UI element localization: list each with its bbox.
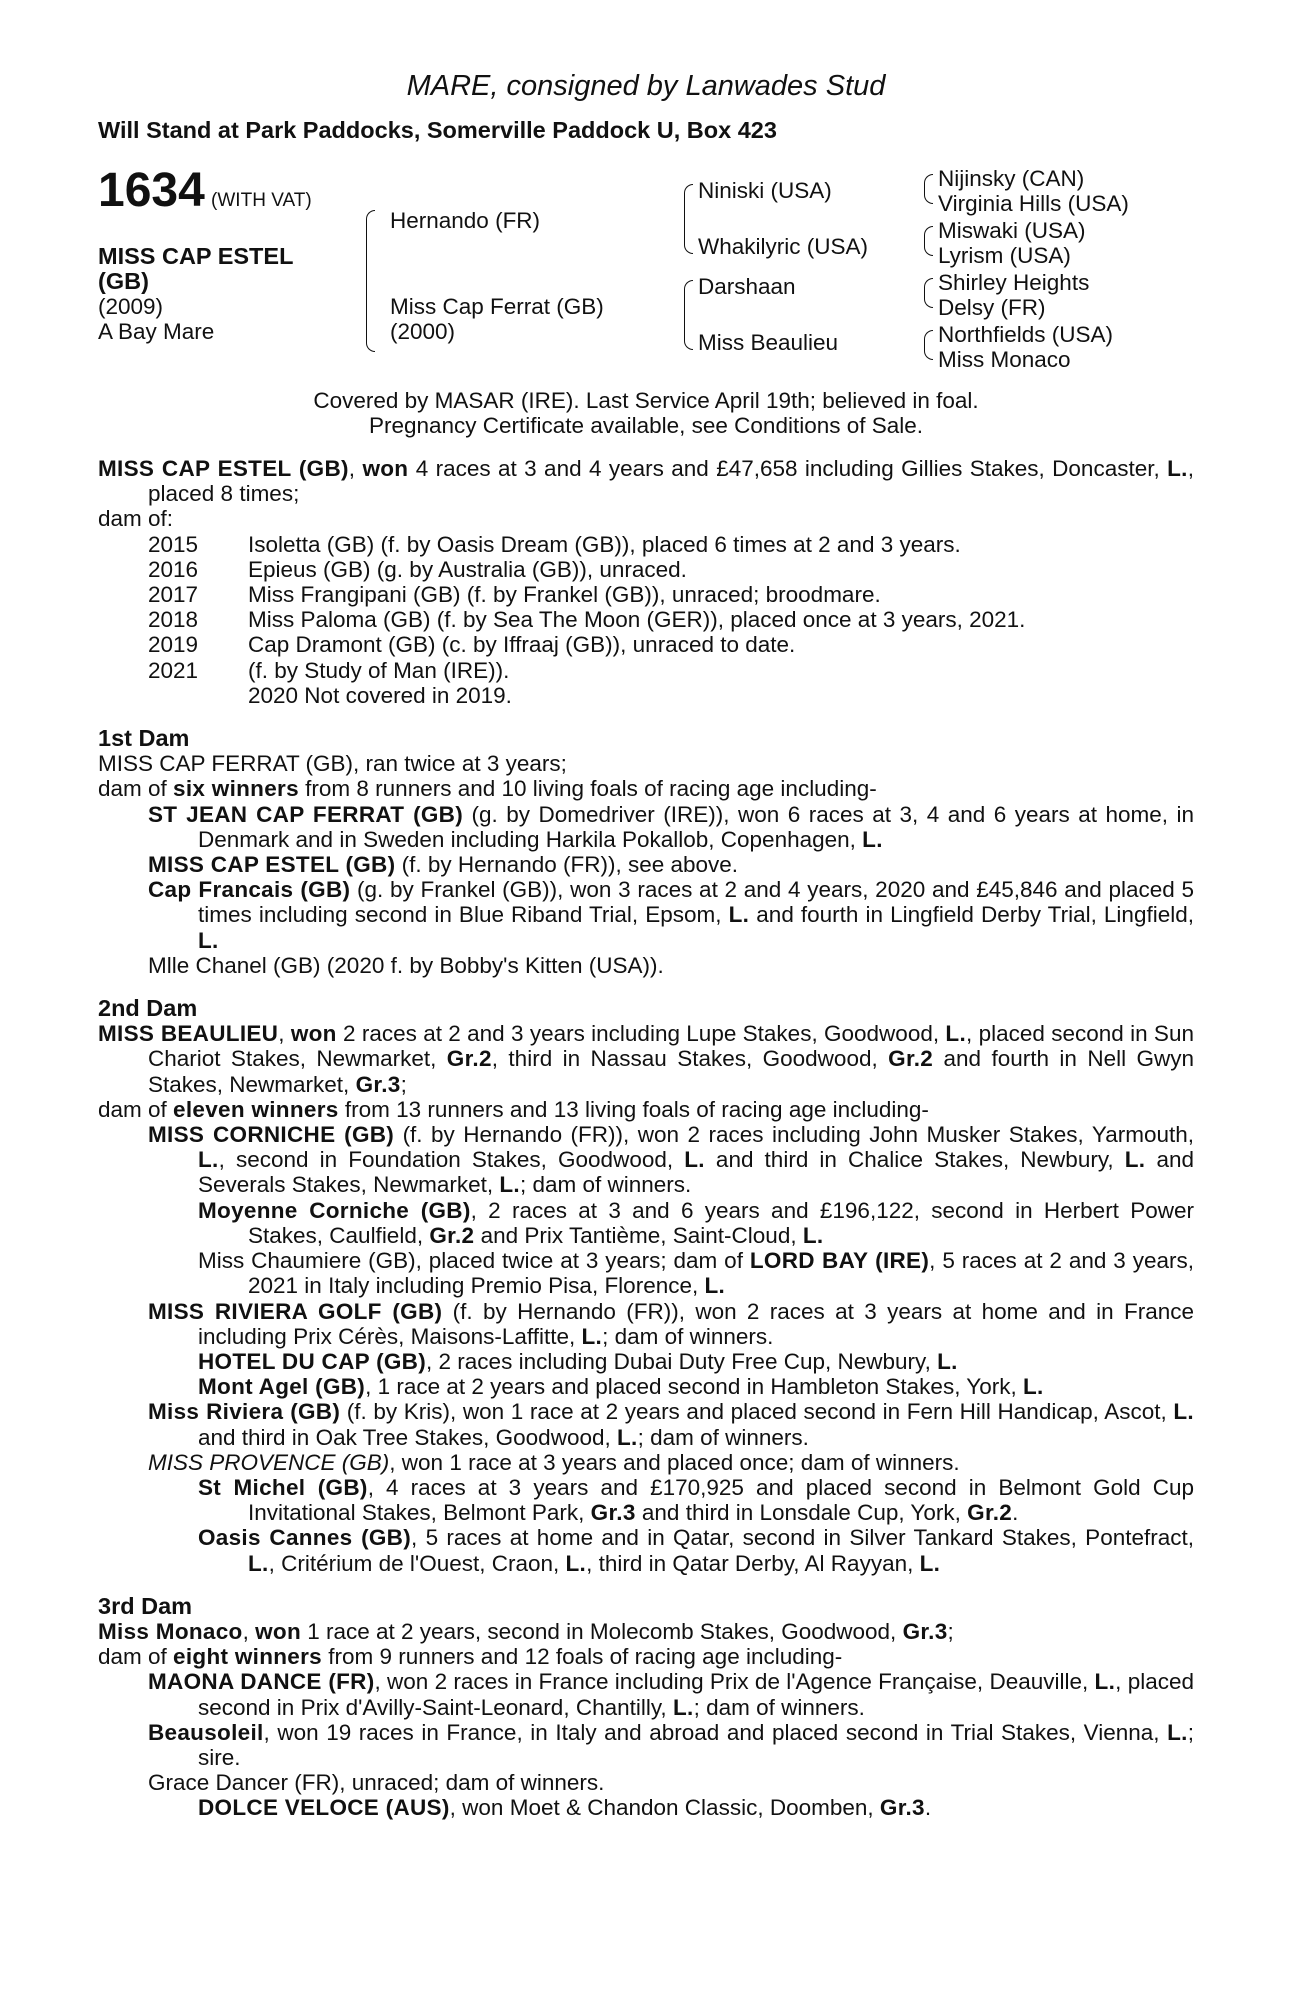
produce-text: Miss Frangipani (GB) (f. by Frankel (GB)), unraced; broodmare.: [248, 582, 881, 608]
third-dam-heading: 3rd Dam: [98, 1592, 193, 1619]
t: ; dam of winners.: [519, 1172, 692, 1198]
dds: Northfields (USA): [938, 322, 1114, 347]
listed-mark: L.: [1167, 1719, 1188, 1745]
t: (g. by Frankel (GB)), won 3 races at 2 and 4 years, 2020 and £45,846 and placed 5 times including second in Blue Riband Trial, Epsom,: [198, 877, 1194, 928]
horse-year: (2009): [98, 294, 164, 319]
t: 1 race at 2 years, second in Molecomb Stakes, Goodwood,: [300, 1618, 903, 1644]
t: (f. by Hernando (FR)), see above.: [395, 852, 739, 878]
third-dam-foal-b: [148, 1720, 1194, 1770]
second-dam-grandfoal-a1: [198, 1198, 1194, 1248]
t: 2 races at 2 and 3 years including Lupe Stakes, Goodwood,: [336, 1021, 946, 1047]
listed-mark: L.: [565, 1550, 587, 1576]
second-dam-grandfoal-a2: [198, 1248, 1194, 1298]
third-dam-foal-a: [148, 1669, 1194, 1719]
t: , 2 races at 3 and 6 years and £196,122, second in Herbert Power Stakes, Caulfield,: [248, 1197, 1194, 1248]
listed-mark: L.: [1023, 1374, 1044, 1400]
t: , placed second in Prix d'Avilly-Saint-Leonard, Chantilly,: [198, 1669, 1194, 1720]
t: (f. by Kris), won 1 race at 2 years and placed second in Fern Hill Handicap, Ascot,: [340, 1399, 1174, 1425]
won-label: won: [362, 456, 409, 481]
listed-mark: L.: [728, 902, 750, 928]
produce-year: 2015: [148, 531, 199, 557]
listed-mark: L.: [1094, 1669, 1116, 1695]
t: .: [1012, 1500, 1019, 1526]
ddd: Miss Monaco: [938, 347, 1071, 372]
t: ; sire.: [198, 1719, 1194, 1770]
t: , 1 race at 2 years and placed second in Hambleton Stakes, York,: [365, 1374, 1023, 1400]
t: (f. by Hernando (FR)), won 2 races including John Musker Stakes, Yarmouth,: [394, 1122, 1194, 1148]
group-mark: Gr.3: [355, 1071, 401, 1097]
t: , 4 races at 3 years and £170,925 and placed second in Belmont Gold Cup Invitational Stakes, Belmont Park,: [248, 1474, 1194, 1526]
produce-text: Isoletta (GB) (f. by Oasis Dream (GB)), placed 6 times at 2 and 3 years.: [248, 531, 961, 557]
winners-count: six winners: [173, 776, 299, 802]
covered-line-2: Pregnancy Certificate available, see Conditions of Sale.: [368, 413, 924, 438]
foal-name: Mont Agel (GB): [198, 1374, 366, 1400]
second-dam-produce-summary: [98, 1097, 1194, 1122]
third-dam-grandfoal-c1: [198, 1795, 1194, 1820]
listed-mark: L.: [198, 927, 219, 953]
second-dam-foal-c: [148, 1399, 1194, 1449]
t: , 5 races at 2 and 3 years, 2021 in Italy including Premio Pisa, Florence,: [248, 1248, 1194, 1299]
group-mark: Gr.3: [879, 1795, 925, 1821]
listed-mark: L.: [937, 1348, 958, 1374]
t: Miss Chaumiere (GB), placed twice at 3 years; dam of: [198, 1248, 750, 1274]
t: (f. by Hernando (FR)), won 2 races at 3 years at home and in France including Prix Cérès, Maisons-Laffitte,: [198, 1298, 1194, 1349]
dam: Miss Cap Ferrat (GB): [390, 294, 604, 319]
first-dam-foal-2: [148, 852, 1194, 877]
t: and Severals Stakes, Newmarket,: [198, 1147, 1195, 1198]
listed-mark: L.: [1167, 456, 1188, 481]
t: and third in Oak Tree Stakes, Goodwood,: [198, 1424, 617, 1450]
listed-mark: L.: [499, 1172, 520, 1198]
pedigree-brace: [366, 210, 375, 352]
winners-count: eight winners: [173, 1644, 322, 1670]
sire-dam: Whakilyric (USA): [698, 234, 869, 259]
lot-number: 1634: [98, 164, 205, 217]
brace-3d: [924, 330, 933, 360]
catalogue-page: [98, 70, 1194, 1821]
first-dam-line: MISS CAP FERRAT (GB), ran twice at 3 years;: [98, 751, 567, 777]
brace-3a: [924, 174, 933, 204]
produce-text: Epieus (GB) (g. by Australia (GB)), unraced.: [248, 556, 687, 582]
horse-name-suffix: (GB): [98, 268, 149, 294]
dsd: Delsy (FR): [938, 295, 1046, 320]
produce-row: [148, 607, 1194, 632]
group-mark: Gr.3: [590, 1500, 636, 1526]
second-dam-foal-d: [148, 1450, 1194, 1475]
listed-mark: L.: [704, 1273, 726, 1299]
mare-text-2: , placed 8 times;: [148, 456, 1194, 507]
second-dam-grandfoal-b1: [198, 1349, 1194, 1374]
t: ;: [400, 1071, 407, 1097]
group-mark: Gr.2: [446, 1046, 492, 1072]
listed-mark: L.: [802, 1222, 824, 1248]
listed-mark: L.: [672, 1694, 694, 1720]
produce-row: [148, 557, 1194, 582]
dam-name: MISS BEAULIEU: [98, 1021, 279, 1047]
foal-name: MISS RIVIERA GOLF (GB): [148, 1298, 443, 1324]
second-dam-heading: 2nd Dam: [98, 995, 198, 1022]
produce-year: 2018: [148, 607, 199, 633]
foal-name: Oasis Cannes (GB): [198, 1525, 412, 1551]
t: and Prix Tantième, Saint-Cloud,: [474, 1222, 803, 1248]
won-label: won: [290, 1021, 337, 1047]
t: ; dam of winners.: [602, 1323, 774, 1349]
t: ; dam of winners.: [637, 1424, 809, 1450]
produce-text: Cap Dramont (GB) (c. by Iffraaj (GB)), unraced to date.: [248, 632, 796, 658]
listed-mark: L.: [617, 1424, 638, 1450]
t: , placed second in Sun Chariot Stakes, Newmarket,: [148, 1021, 1194, 1072]
dam-brace: [684, 280, 693, 350]
listed-mark: L.: [581, 1323, 603, 1349]
sire-brace: [684, 184, 693, 254]
produce-year: 2017: [148, 582, 199, 608]
t: , second in Foundation Stakes, Goodwood,: [218, 1147, 685, 1173]
t: dam of: [98, 776, 174, 802]
second-dam-record: MISS BEAULIEU, won 2 races at 2 and 3 years including Lupe Stakes, Goodwood, L., placed second in Sun Chariot Stakes, Newmarket, Gr.2, third in Nassau Stakes, Goodwood, Gr.2 and fourth in Nell Gwyn Stakes, Newmarket, Gr.3;: [98, 1021, 1194, 1097]
t: , third in Nassau Stakes, Goodwood,: [491, 1046, 889, 1072]
first-dam-heading: 1st Dam: [98, 725, 190, 752]
t: from 9 runners and 12 foals of racing age including-: [321, 1644, 843, 1670]
dss: Shirley Heights: [938, 270, 1090, 295]
horse-name: MISS CAP ESTEL: [98, 243, 294, 269]
sdd: Lyrism (USA): [938, 243, 1071, 268]
sss: Nijinsky (CAN): [938, 166, 1085, 191]
mare-record: MISS CAP ESTEL (GB), won 4 races at 3 and 4 years and £47,658 including Gillies Stakes, Doncaster, L., placed 8 times;: [98, 456, 1194, 507]
foal-name: Beausoleil: [148, 1719, 264, 1745]
produce-year: 2019: [148, 632, 199, 658]
sire-sire: Niniski (USA): [698, 178, 832, 203]
second-dam-grandfoal-d1: [198, 1475, 1194, 1525]
t: from 13 runners and 13 living foals of racing age including-: [338, 1096, 929, 1122]
produce-row: [148, 632, 1194, 657]
t: and fourth in Nell Gwyn Stakes, Newmarket,: [148, 1046, 1194, 1097]
horse-description: A Bay Mare: [98, 319, 215, 344]
t: , won 19 races in France, in Italy and abroad and placed second in Trial Stakes, Vienna,: [263, 1719, 1168, 1745]
listed-mark: L.: [248, 1550, 269, 1576]
produce-text: (f. by Study of Man (IRE)).: [248, 657, 510, 683]
lot-number-line: [98, 166, 312, 216]
group-mark: Gr.2: [429, 1222, 475, 1248]
second-dam-foal-a: [148, 1122, 1194, 1198]
t: .: [924, 1795, 932, 1821]
dam-sire: Darshaan: [698, 274, 796, 299]
mare-text: 4 races at 3 and 4 years and £47,658 including Gillies Stakes, Doncaster,: [415, 456, 1160, 481]
produce-year: 2016: [148, 556, 199, 582]
first-dam-produce-summary: [98, 776, 1194, 801]
listed-mark: L.: [1173, 1399, 1194, 1425]
t: , won 2 races in France including Prix de l'Agence Française, Deauville,: [374, 1669, 1095, 1695]
t: and third in Chalice Stakes, Newbury,: [704, 1147, 1125, 1173]
foal-name: DOLCE VELOCE (AUS): [198, 1795, 450, 1821]
produce-row: [148, 683, 1194, 708]
listed-mark: L.: [945, 1021, 967, 1047]
produce-row: [148, 658, 1194, 683]
t: , third in Qatar Derby, Al Rayyan,: [586, 1550, 920, 1576]
second-dam-grandfoal-b2: [198, 1374, 1194, 1399]
third-dam-foal-c: Grace Dancer (FR), unraced; dam of winners.: [148, 1770, 605, 1796]
first-dam-foal-3: [148, 877, 1194, 953]
t: and fourth in Lingfield Derby Trial, Lingfield,: [749, 902, 1194, 928]
group-mark: Gr.2: [967, 1500, 1013, 1526]
dam-name: Miss Monaco: [98, 1618, 243, 1644]
produce-year: 2021: [148, 657, 199, 683]
second-dam-foal-b: [148, 1299, 1194, 1349]
foal-name: MISS CAP ESTEL (GB): [148, 852, 396, 878]
produce-year: [148, 683, 248, 708]
winners-count: eleven winners: [173, 1096, 339, 1122]
first-dam-foal-4: Mlle Chanel (GB) (2020 f. by Bobby's Kitten (USA)).: [148, 952, 664, 978]
dam-year: (2000): [390, 319, 456, 344]
foal-name: St Michel (GB): [198, 1474, 368, 1500]
stand-location: Will Stand at Park Paddocks, Somerville Paddock U, Box 423: [98, 117, 777, 143]
covered-line-1: Covered by MASAR (IRE). Last Service April 19th; believed in foal.: [313, 388, 979, 413]
produce-row: [148, 582, 1194, 607]
listed-mark: L.: [919, 1550, 941, 1576]
t: ;: [947, 1618, 954, 1644]
vat-note: (WITH VAT): [211, 190, 312, 211]
t: ; dam of winners.: [693, 1694, 865, 1720]
produce-text: Miss Paloma (GB) (f. by Sea The Moon (GER)), placed once at 3 years, 2021.: [248, 607, 1026, 633]
won-label: won: [255, 1618, 301, 1644]
foal-name: MISS CORNICHE (GB): [148, 1122, 395, 1148]
produce-text: 2020 Not covered in 2019.: [248, 682, 512, 708]
foal-name: HOTEL DU CAP (GB): [198, 1348, 427, 1374]
t: (g. by Domedriver (IRE)), won 6 races at 3, 4 and 6 years at home, in Denmark and in Sweden including Harkila Pokallob, Copenhagen,: [198, 801, 1194, 852]
t: and third in Lonsdale Cup, York,: [635, 1500, 968, 1526]
t: , won 1 race at 3 years and placed once; dam of winners.: [389, 1449, 960, 1475]
brace-3b: [924, 226, 933, 256]
t: from 8 runners and 10 living foals of racing age including-: [298, 776, 877, 802]
t: , won Moet & Chandon Classic, Doomben,: [449, 1795, 880, 1821]
t: dam of: [98, 1644, 174, 1670]
third-dam-produce-summary: [98, 1644, 1194, 1669]
foal-name: MISS PROVENCE (GB): [148, 1449, 390, 1475]
t: , 2 races including Dubai Duty Free Cup, Newbury,: [426, 1348, 938, 1374]
foal-name: Miss Riviera (GB): [148, 1399, 341, 1425]
listed-mark: L.: [862, 826, 883, 852]
group-mark: Gr.2: [888, 1046, 934, 1072]
foal-name: Moyenne Corniche (GB): [198, 1197, 471, 1223]
brace-3c: [924, 278, 933, 308]
dam-dam: Miss Beaulieu: [698, 330, 839, 355]
foal-name: ST JEAN CAP FERRAT (GB): [148, 801, 464, 827]
sire: Hernando (FR): [390, 208, 541, 233]
listed-mark: L.: [198, 1147, 219, 1173]
produce-row: [148, 532, 1194, 557]
foal-name: LORD BAY (IRE): [749, 1248, 930, 1274]
foal-name: Cap Francais (GB): [148, 877, 351, 903]
produce-list: [148, 532, 1194, 708]
pedigree-table: [98, 166, 1194, 428]
listed-mark: L.: [684, 1147, 705, 1173]
mare-name: MISS CAP ESTEL (GB): [98, 456, 349, 481]
t: , 5 races at home and in Qatar, second in Silver Tankard Stakes, Pontefract,: [411, 1525, 1194, 1551]
group-mark: Gr.3: [902, 1618, 948, 1644]
first-dam-foal-1: [148, 802, 1194, 852]
dam-of-label: dam of:: [98, 506, 174, 532]
listed-mark: L.: [1124, 1147, 1146, 1173]
foal-name: MAONA DANCE (FR): [148, 1669, 375, 1695]
third-dam-record: Miss Monaco, won 1 race at 2 years, second in Molecomb Stakes, Goodwood, Gr.3;: [98, 1618, 954, 1644]
page-title: MARE, consigned by Lanwades Stud: [406, 70, 886, 102]
sds: Miswaki (USA): [938, 218, 1086, 243]
second-dam-grandfoal-d2: [198, 1525, 1194, 1575]
t: dam of: [98, 1096, 174, 1122]
t: , Critérium de l'Ouest, Craon,: [268, 1550, 566, 1576]
ssd: Virginia Hills (USA): [938, 191, 1129, 216]
